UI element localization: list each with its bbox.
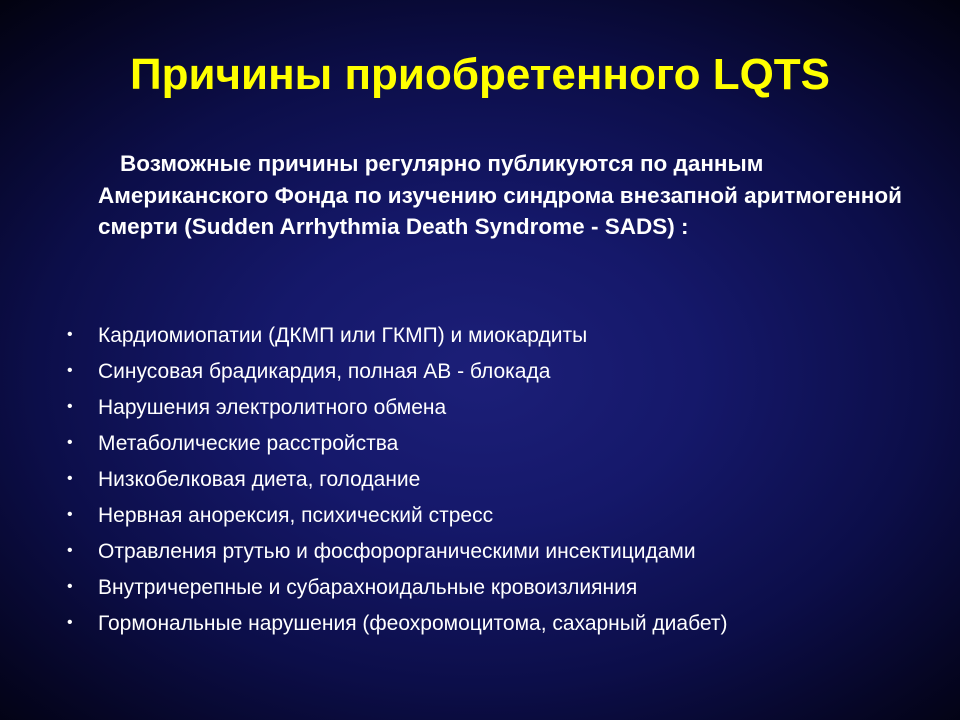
intro-paragraph: Возможные причины регулярно публикуются по данным Американского Фонда по изучению синдрома внезапной аритмогенной смерти (Sudden Arrhythmia Death Syndrome - SADS) : [98,151,902,239]
bullet-text: Метаболические расстройства [98,432,399,455]
bullet-dot-icon: • [67,506,73,523]
bullet-item [0,608,960,644]
bullet-item [0,392,960,428]
bullet-text: Отравления ртутью и фосфорорганическими инсектицидами [98,540,696,563]
bullet-item [0,320,960,356]
bullet-item [0,356,960,392]
bullet-dot-icon: • [67,578,73,595]
bullet-dot-icon: • [67,398,73,415]
slide-title: Причины приобретенного LQTS [129,50,831,99]
bullet-text: Кардиомиопатии (ДКМП или ГКМП) и миокардиты [98,324,588,347]
bullet-list [0,320,960,644]
bullet-text: Низкобелковая диета, голодание [98,468,421,491]
bullet-text: Нервная анорексия, психический стресс [98,504,494,527]
bullet-dot-icon: • [67,470,73,487]
bullet-text: Гормональные нарушения (феохромоцитома, сахарный диабет) [98,612,728,635]
bullet-text: Внутричерепные и субарахноидальные кровоизлияния [98,576,638,599]
bullet-item [0,464,960,500]
bullet-text: Нарушения электролитного обмена [98,396,447,419]
bullet-dot-icon: • [67,326,73,343]
bullet-item [0,428,960,464]
bullet-item [0,536,960,572]
bullet-dot-icon: • [67,362,73,379]
bullet-text: Синусовая брадикардия, полная АВ - блокада [98,360,551,383]
bullet-item [0,572,960,608]
bullet-dot-icon: • [67,614,73,631]
bullet-dot-icon: • [67,434,73,451]
bullet-dot-icon: • [67,542,73,559]
bullet-item [0,500,960,536]
